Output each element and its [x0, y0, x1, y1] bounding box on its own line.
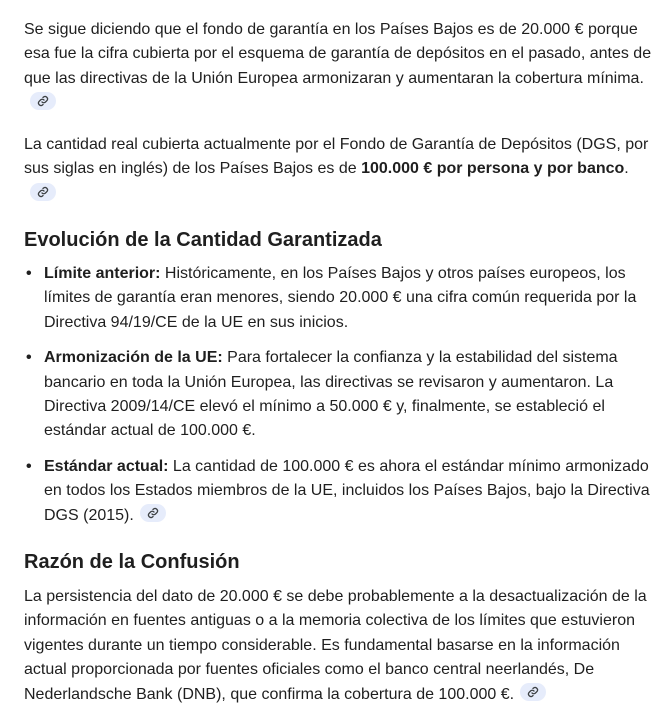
list-item [24, 455, 654, 528]
heading-reason: Razón de la Confusión [24, 551, 240, 573]
paragraph-intro [24, 18, 652, 116]
citation-chip-2[interactable] [30, 183, 56, 201]
list-item-label: Armonización de la UE: [44, 349, 223, 367]
list-item [24, 262, 654, 335]
paragraph-current-coverage [24, 133, 652, 206]
list-item-text: Para fortalecer la confianza y la estabilidad del sistema bancario en toda la Unión Europea, las directivas se revisaron y aumentaron. La Directiva 2009/14/CE elevó el mínimo a 50.000 € y, finalmente, se estableció el estándar actual de 100.000 €. [44, 349, 618, 440]
coverage-amount: 100.000 € por persona y por banco [361, 160, 625, 178]
citation-chip-3[interactable] [140, 504, 166, 522]
link-icon [37, 95, 49, 107]
list-item-text: La cantidad de 100.000 € es ahora el estándar mínimo armonizado en todos los Estados miembros de la UE, incluidos los Países Bajos, bajo la Directiva DGS (2015). [44, 457, 650, 524]
paragraph-reason-text: La persistencia del dato de 20.000 € se debe probablemente a la desactualización de la información en fuentes antiguas o a la memoria colectiva de los límites que estuvieron vigentes durante un tiempo considerable. Es fundamental basarse en la información actual proporcionada por fuentes oficiales como el banco central neerlandés, De Nederlandsche Bank (DNB), que confirma la cobertura de 100.000 €. [24, 588, 647, 703]
citation-chip-4[interactable] [520, 683, 546, 701]
link-icon [147, 507, 159, 519]
paragraph-current-coverage-end: . [624, 160, 629, 178]
list-item-label: Estándar actual: [44, 457, 169, 475]
link-icon [37, 186, 49, 198]
list-item-text: Históricamente, en los Países Bajos y otros países europeos, los límites de garantía eran menores, siendo 20.000 € una cifra común requerida por la Directiva 94/19/CE de la UE en sus inicios. [44, 265, 637, 331]
evolution-list [24, 262, 654, 528]
heading-evolution: Evolución de la Cantidad Garantizada [24, 229, 382, 251]
link-icon [527, 686, 539, 698]
paragraph-reason [24, 585, 652, 707]
list-item [24, 346, 654, 444]
list-item-label: Límite anterior: [44, 265, 161, 282]
paragraph-current-coverage-text: La cantidad real cubierta actualmente por el Fondo de Garantía de Depósitos (DGS, por sus siglas en inglés) de los Países Bajos es de [24, 136, 649, 178]
paragraph-intro-text: Se sigue diciendo que el fondo de garantía en los Países Bajos es de 20.000 € porque esa fue la cifra cubierta por el esquema de garantía de depósitos en el pasado, antes de que las directivas de la Unión Europea armonizaran y aumentaran la cobertura mínima. [24, 21, 652, 87]
citation-chip-1[interactable] [30, 92, 56, 110]
